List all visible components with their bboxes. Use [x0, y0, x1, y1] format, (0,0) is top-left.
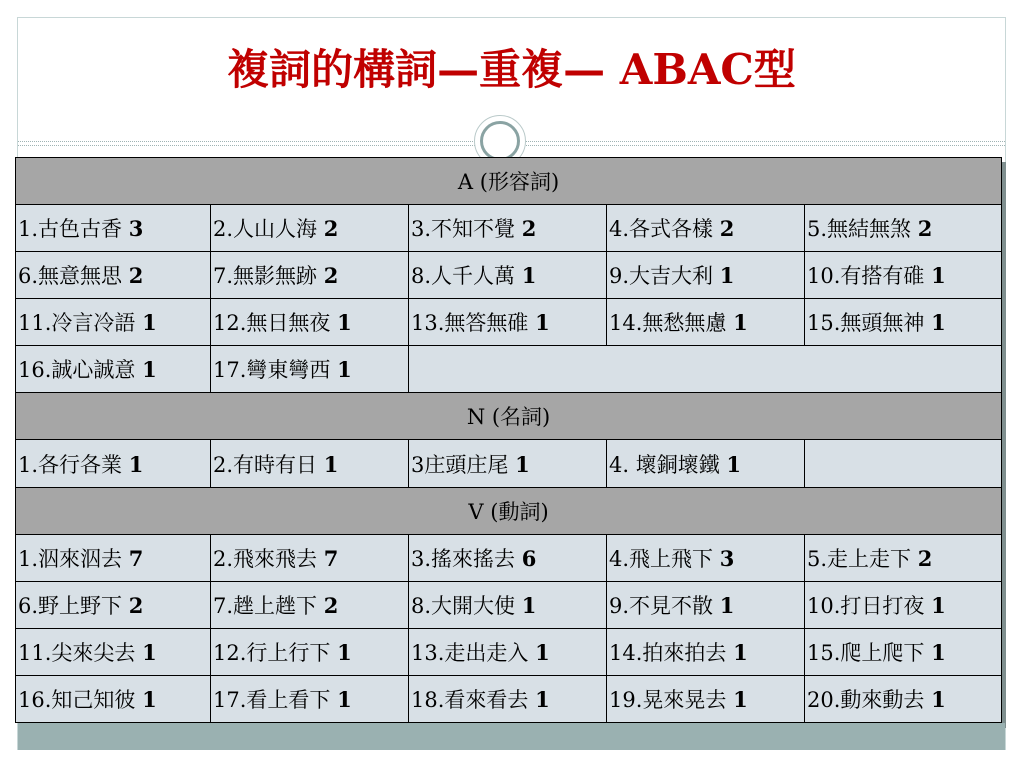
word-text: 4.飛上飛下 [609, 546, 714, 571]
word-count: 1 [535, 310, 550, 336]
word-cell [409, 299, 607, 346]
word-text: 4. 壞銅壞鐵 [609, 452, 720, 477]
word-cell [16, 534, 211, 581]
word-text: 11.尖來尖去 [18, 640, 136, 665]
word-text: 5.走上走下 [807, 546, 912, 571]
word-text: 16.知己知彼 [18, 687, 136, 712]
section-header: V (動詞) [16, 487, 1002, 534]
word-count: 3 [128, 216, 144, 242]
section-header-row [16, 487, 1002, 534]
table-row [16, 299, 1002, 346]
word-text: 9.不見不散 [609, 593, 714, 618]
word-count: 2 [323, 216, 339, 242]
word-cell [211, 346, 409, 393]
word-cell [211, 205, 409, 252]
word-text: 18.看來看去 [411, 687, 529, 712]
word-count: 1 [337, 357, 352, 383]
word-count: 2 [719, 216, 735, 242]
table-row [16, 534, 1002, 581]
word-cell [16, 252, 211, 299]
word-count: 3 [719, 545, 735, 571]
slide-frame-top [17, 17, 1006, 18]
word-cell [409, 675, 607, 722]
section-header: A (形容詞) [16, 158, 1002, 205]
word-text: 8.大開大使 [411, 593, 516, 618]
word-text: 15.爬上爬下 [807, 640, 925, 665]
section-header: N (名詞) [16, 393, 1002, 440]
word-text: 12.行上行下 [213, 640, 331, 665]
word-cell [211, 252, 409, 299]
word-count: 1 [726, 451, 742, 477]
word-text: 5.無結無煞 [807, 217, 912, 242]
table-row [16, 346, 1002, 393]
word-text: 2.有時有日 [213, 452, 318, 477]
word-count: 2 [323, 592, 339, 618]
empty-cell [409, 346, 1002, 393]
word-count: 1 [142, 639, 157, 665]
word-text: 12.無日無夜 [213, 311, 331, 336]
section-header-row [16, 158, 1002, 205]
word-count: 1 [931, 310, 946, 336]
word-count: 2 [917, 545, 933, 571]
word-count: 2 [128, 592, 144, 618]
word-count: 1 [931, 686, 946, 712]
word-count: 1 [142, 686, 157, 712]
word-cell [16, 299, 211, 346]
word-text: 10.打日打夜 [807, 593, 925, 618]
word-count: 1 [323, 451, 339, 477]
word-cell [805, 205, 1002, 252]
table-row [16, 205, 1002, 252]
word-text: 13.走出走入 [411, 640, 529, 665]
word-text: 2.飛來飛去 [213, 546, 318, 571]
word-cell [16, 346, 211, 393]
word-text: 20.動來動去 [807, 687, 925, 712]
word-count: 7 [323, 545, 339, 571]
word-text: 17.看上看下 [213, 687, 331, 712]
word-count: 1 [535, 686, 550, 712]
word-cell [607, 299, 805, 346]
word-text: 14.拍來拍去 [609, 640, 727, 665]
divider-ornament-ring [480, 121, 520, 161]
word-text: 19.晃來晃去 [609, 687, 727, 712]
word-text: 6.野上野下 [18, 593, 123, 618]
word-text: 10.有搭有碓 [807, 264, 925, 289]
word-cell [409, 534, 607, 581]
word-cell [607, 205, 805, 252]
word-count: 1 [337, 310, 352, 336]
word-text: 3.不知不覺 [411, 217, 516, 242]
word-count: 6 [521, 545, 537, 571]
word-cell [607, 440, 805, 487]
word-cell [805, 675, 1002, 722]
word-cell [805, 628, 1002, 675]
word-cell [409, 440, 607, 487]
word-count: 1 [515, 451, 530, 477]
word-text: 13.無答無碓 [411, 311, 529, 336]
word-text: 1.古色古香 [18, 217, 123, 242]
word-cell [409, 628, 607, 675]
word-cell [211, 628, 409, 675]
word-cell [409, 252, 607, 299]
word-cell [16, 628, 211, 675]
word-count: 2 [128, 263, 144, 289]
word-text: 1.各行各業 [18, 452, 123, 477]
word-text: 7.無影無跡 [213, 264, 318, 289]
word-text: 17.彎東彎西 [213, 358, 331, 383]
word-count: 1 [142, 357, 157, 383]
word-cell [16, 675, 211, 722]
word-text: 3庄頭庄尾 [411, 452, 509, 477]
word-text: 11.冷言冷語 [18, 311, 136, 336]
word-count: 1 [719, 592, 735, 618]
word-text: 16.誠心誠意 [18, 358, 136, 383]
word-count: 1 [733, 639, 748, 665]
word-cell [16, 440, 211, 487]
table-row [16, 581, 1002, 628]
word-count: 1 [931, 263, 946, 289]
word-text: 9.大吉大利 [609, 264, 714, 289]
word-count: 2 [917, 216, 933, 242]
table-row [16, 252, 1002, 299]
word-count: 1 [337, 686, 352, 712]
section-header-row [16, 393, 1002, 440]
word-cell [16, 581, 211, 628]
word-text: 15.無頭無神 [807, 311, 925, 336]
footer-bar [18, 723, 1005, 750]
word-count: 1 [931, 639, 946, 665]
word-count: 1 [128, 451, 144, 477]
word-cell [211, 440, 409, 487]
word-count: 1 [719, 263, 735, 289]
table-row [16, 628, 1002, 675]
slide-title: 複詞的構詞—重複— ABAC型 [227, 45, 796, 94]
word-cell [211, 581, 409, 628]
word-text: 6.無意無思 [18, 264, 123, 289]
word-cell [607, 581, 805, 628]
word-count: 1 [733, 310, 748, 336]
word-count: 2 [521, 216, 537, 242]
word-cell [211, 299, 409, 346]
word-cell [211, 675, 409, 722]
word-cell [607, 628, 805, 675]
word-text: 8.人千人萬 [411, 264, 516, 289]
word-text: 14.無愁無慮 [609, 311, 727, 336]
word-cell [607, 252, 805, 299]
word-count: 1 [931, 592, 946, 618]
table-row [16, 440, 1002, 487]
table-row [16, 675, 1002, 722]
word-count: 1 [733, 686, 748, 712]
word-cell [805, 252, 1002, 299]
word-cell [805, 299, 1002, 346]
word-cell [409, 205, 607, 252]
word-cell [211, 534, 409, 581]
word-text: 1.泅來泅去 [18, 546, 123, 571]
word-cell [607, 534, 805, 581]
word-count: 2 [323, 263, 339, 289]
word-text: 7.趖上趖下 [213, 593, 318, 618]
word-text: 3.搖來搖去 [411, 546, 516, 571]
word-cell [805, 534, 1002, 581]
word-count: 7 [128, 545, 144, 571]
word-count: 1 [521, 263, 537, 289]
word-text: 4.各式各樣 [609, 217, 714, 242]
word-count: 1 [142, 310, 157, 336]
word-count: 1 [535, 639, 550, 665]
word-table [15, 157, 1002, 723]
word-cell [805, 581, 1002, 628]
word-count: 1 [521, 592, 537, 618]
word-cell [16, 205, 211, 252]
word-cell [805, 440, 1002, 487]
word-count: 1 [337, 639, 352, 665]
word-table-container [15, 157, 1001, 723]
word-cell [607, 675, 805, 722]
word-text: 2.人山人海 [213, 217, 318, 242]
word-cell [409, 581, 607, 628]
